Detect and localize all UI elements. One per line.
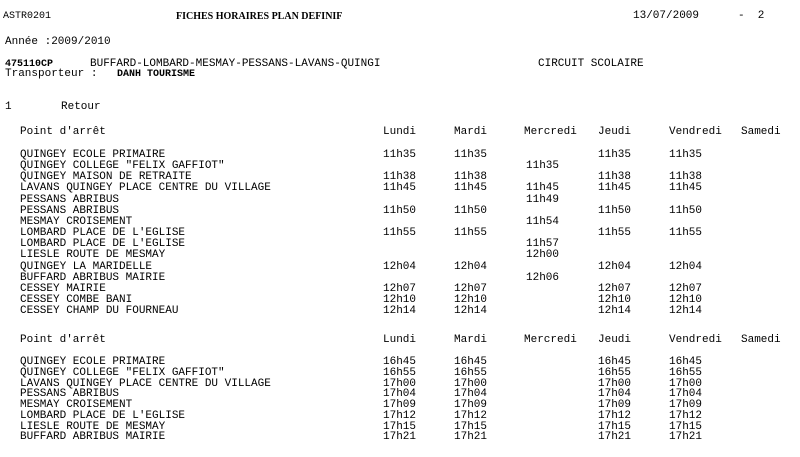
mardi-time: 11h45	[454, 182, 488, 195]
stop-name: PESSANS ABRIBUS	[20, 193, 120, 206]
lundi-time: 12h14	[383, 305, 417, 318]
vendredi-time: 17h04	[669, 388, 703, 401]
jeudi-time: 17h04	[598, 388, 632, 401]
mardi-time: 17h04	[454, 388, 488, 401]
vendredi-time: 12h04	[669, 260, 703, 273]
jeudi-time: 12h07	[598, 282, 632, 295]
stop-name: BUFFARD ABRIBUS MAIRIE	[20, 431, 166, 444]
jeudi-time: 12h14	[598, 305, 632, 318]
lundi-time: 11h50	[383, 204, 417, 217]
jeudi-time: 11h55	[598, 227, 632, 240]
report-title: FICHES HORAIRES PLAN DEFINIF	[176, 11, 343, 22]
col-mardi: Mardi	[454, 334, 488, 346]
mardi-time: 17h21	[454, 431, 488, 444]
jeudi-time: 11h38	[598, 171, 632, 184]
stop-name: LIESLE ROUTE DE MESMAY	[20, 420, 166, 433]
carrier-name: DANH TOURISME	[117, 69, 196, 80]
stop-name: LOMBARD PLACE DE L'EGLISE	[20, 227, 186, 240]
col-lundi: Lundi	[383, 334, 417, 346]
mardi-time: 11h50	[454, 204, 488, 217]
vendredi-time: 17h21	[669, 431, 703, 444]
jeudi-time: 11h50	[598, 204, 632, 217]
stop-name: MESMAY CROISEMENT	[20, 399, 133, 411]
vendredi-time: 16h45	[669, 356, 703, 368]
col-vendredi: Vendredi	[669, 126, 722, 138]
mardi-time: 17h15	[454, 420, 488, 433]
vendredi-time: 12h07	[669, 282, 703, 295]
vendredi-time: 12h14	[669, 305, 703, 318]
carrier-label: Transporteur :	[5, 68, 98, 80]
col-samedi: Samedi	[741, 334, 781, 346]
vendredi-time: 17h15	[669, 420, 703, 433]
stop-name: QUINGEY LA MARIDELLE	[20, 260, 153, 273]
col-samedi: Samedi	[741, 126, 781, 138]
mercredi-time: 11h45	[526, 182, 560, 195]
circuit-code: 475110CP	[5, 59, 54, 70]
lundi-time: 17h09	[383, 399, 417, 411]
stop-name: QUINGEY ECOLE PRIMAIRE	[20, 356, 166, 368]
lundi-time: 17h15	[383, 420, 417, 433]
mercredi-time: 11h49	[526, 193, 560, 206]
mercredi-time: 11h54	[526, 215, 560, 228]
mardi-time: 12h07	[454, 282, 488, 295]
table2-header	[0, 335, 800, 346]
table-row	[0, 183, 800, 194]
table-row	[0, 306, 800, 317]
line-number: 1	[5, 101, 12, 113]
report-date: 13/07/2009	[633, 10, 700, 22]
vendredi-time: 11h55	[669, 227, 703, 240]
lundi-time: 11h38	[383, 171, 417, 184]
stop-name: CESSEY CHAMP DU FOURNEAU	[20, 305, 179, 318]
table1-header	[0, 127, 800, 138]
lundi-time: 16h55	[383, 366, 417, 379]
stop-name: PESSANS ABRIBUS	[20, 388, 120, 401]
jeudi-time: 17h21	[598, 431, 632, 444]
vendredi-time: 16h55	[669, 366, 703, 379]
col-vendredi: Vendredi	[669, 334, 722, 346]
jeudi-time: 16h45	[598, 356, 632, 368]
mercredi-time: 11h57	[526, 238, 560, 251]
vendredi-time: 17h00	[669, 377, 703, 390]
table-row	[0, 195, 800, 206]
col-mercredi: Mercredi	[524, 126, 577, 138]
stop-name: LAVANS QUINGEY PLACE CENTRE DU VILLAGE	[20, 182, 271, 195]
report-code: ASTR0201	[3, 11, 52, 22]
circuit-route: BUFFARD-LOMBARD-MESMAY-PESSANS-LAVANS-QUINGI	[90, 58, 381, 70]
mardi-time: 11h35	[454, 149, 488, 161]
mercredi-time: 12h06	[526, 271, 560, 284]
stop-name: MESMAY CROISEMENT	[20, 215, 133, 228]
lundi-time: 11h35	[383, 149, 417, 161]
jeudi-time: 16h55	[598, 366, 632, 379]
col-mardi: Mardi	[454, 126, 488, 138]
jeudi-time: 17h09	[598, 399, 632, 411]
jeudi-time: 11h35	[598, 149, 632, 161]
lundi-time: 16h45	[383, 356, 417, 368]
jeudi-time: 12h10	[598, 293, 632, 306]
stop-name: CESSEY MAIRIE	[20, 282, 106, 295]
col-stop: Point d'arrêt	[20, 334, 106, 346]
stop-name: PESSANS ABRIBUS	[20, 204, 120, 217]
table-row	[0, 250, 800, 261]
lundi-time: 12h07	[383, 282, 417, 295]
school-year: Année :2009/2010	[5, 36, 111, 48]
circuit-type: CIRCUIT SCOLAIRE	[538, 58, 644, 70]
vendredi-time: 11h35	[669, 149, 703, 161]
vendredi-time: 11h50	[669, 204, 703, 217]
vendredi-time: 11h38	[669, 171, 703, 184]
stop-name: QUINGEY COLLEGE "FELIX GAFFIOT"	[20, 366, 225, 379]
mardi-time: 12h10	[454, 293, 488, 306]
table-row	[0, 273, 800, 284]
mardi-time: 11h55	[454, 227, 488, 240]
jeudi-time: 17h15	[598, 420, 632, 433]
stop-name: LOMBARD PLACE DE L'EGLISE	[20, 238, 186, 251]
mardi-time: 17h09	[454, 399, 488, 411]
table-row	[0, 432, 800, 443]
stop-name: LIESLE ROUTE DE MESMAY	[20, 249, 166, 262]
stop-name: BUFFARD ABRIBUS MAIRIE	[20, 271, 166, 284]
stop-name: QUINGEY MAISON DE RETRAITE	[20, 171, 192, 184]
mercredi-time: 11h35	[526, 160, 560, 173]
lundi-time: 17h04	[383, 388, 417, 401]
col-lundi: Lundi	[383, 126, 417, 138]
col-jeudi: Jeudi	[598, 334, 632, 346]
mardi-time: 12h14	[454, 305, 488, 318]
page-number: - 2	[738, 10, 765, 22]
mercredi-time: 12h00	[526, 249, 560, 262]
lundi-time: 12h04	[383, 260, 417, 273]
vendredi-time: 17h09	[669, 399, 703, 411]
mardi-time: 17h00	[454, 377, 488, 390]
jeudi-time: 17h00	[598, 377, 632, 390]
table-row	[0, 262, 800, 273]
lundi-time: 11h45	[383, 182, 417, 195]
stop-name: LOMBARD PLACE DE L'EGLISE	[20, 409, 186, 422]
mardi-time: 11h38	[454, 171, 488, 184]
vendredi-time: 11h45	[669, 182, 703, 195]
stop-name: LAVANS QUINGEY PLACE CENTRE DU VILLAGE	[20, 377, 271, 390]
col-mercredi: Mercredi	[524, 334, 577, 346]
lundi-time: 11h55	[383, 227, 417, 240]
lundi-time: 17h12	[383, 409, 417, 422]
stop-name: QUINGEY COLLEGE "FELIX GAFFIOT"	[20, 160, 225, 173]
mardi-time: 16h45	[454, 356, 488, 368]
jeudi-time: 17h12	[598, 409, 632, 422]
vendredi-time: 12h10	[669, 293, 703, 306]
mardi-time: 16h55	[454, 366, 488, 379]
vendredi-time: 17h12	[669, 409, 703, 422]
col-stop: Point d'arrêt	[20, 126, 106, 138]
stop-name: QUINGEY ECOLE PRIMAIRE	[20, 149, 166, 161]
stop-name: CESSEY COMBE BANI	[20, 293, 133, 306]
col-jeudi: Jeudi	[598, 126, 632, 138]
direction: Retour	[61, 101, 101, 113]
mardi-time: 17h12	[454, 409, 488, 422]
lundi-time: 12h10	[383, 293, 417, 306]
jeudi-time: 12h04	[598, 260, 632, 273]
jeudi-time: 11h45	[598, 182, 632, 195]
lundi-time: 17h00	[383, 377, 417, 390]
mardi-time: 12h04	[454, 260, 488, 273]
lundi-time: 17h21	[383, 431, 417, 444]
